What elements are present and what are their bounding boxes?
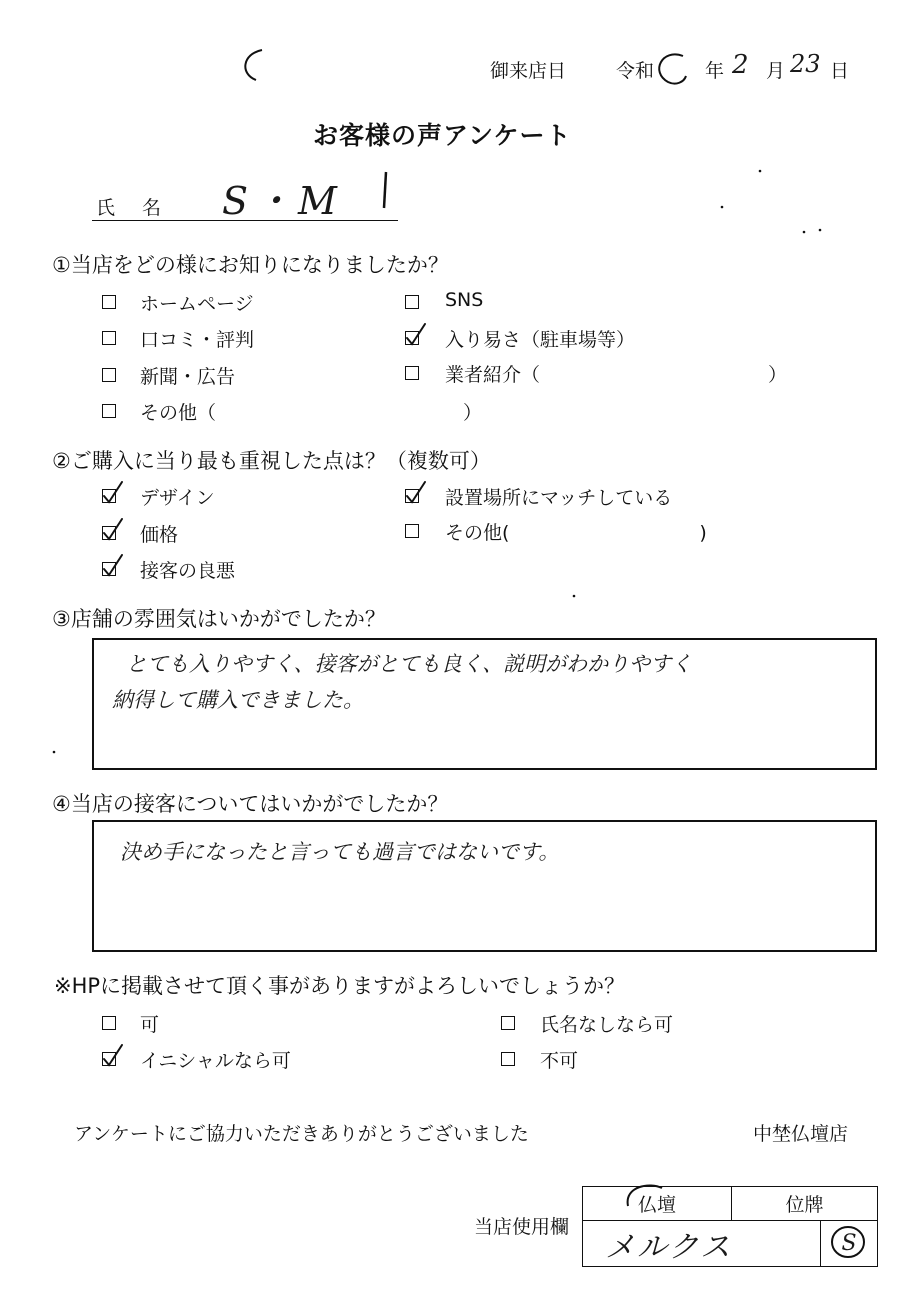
mark-circle (832, 1227, 864, 1257)
q1-option-homepage: ホームページ (140, 293, 254, 315)
hp-option-initials: イニシャルなら可 (140, 1050, 291, 1072)
name-label: 氏 名 (96, 197, 166, 219)
q1-option-referral: 業者紹介（ ） (445, 364, 788, 386)
era-year-circle-mark (659, 54, 686, 83)
q3-question: ③店舗の雰囲気はいかがでしたか？ (52, 607, 386, 631)
store-use-hand-entry: メルクス (605, 1229, 733, 1265)
hp-option-ok: 可 (140, 1014, 160, 1036)
day-value: 23 (790, 50, 821, 78)
page-title: お客様の声アンケート (313, 121, 572, 150)
speck-mark (759, 170, 762, 173)
speck-mark (721, 206, 724, 209)
q2-option-service: 接客の良悪 (140, 560, 236, 582)
store-use-col-altar-label: 仏壇 (637, 1194, 676, 1216)
altar-circle-mark (628, 1185, 662, 1206)
q4-answer-line: 決め手になったと言っても過言ではないです。 (120, 840, 560, 864)
month-value: 2 (732, 50, 749, 80)
hp-question: ※HPに掲載させて頂く事がありますがよろしいでしょうか？ (54, 974, 626, 998)
store-use-col-tablet-label: 位牌 (785, 1194, 824, 1216)
q1-option-sns: SNS (445, 289, 484, 311)
era-label: 令和 (616, 60, 655, 82)
q2-option-price: 価格 (140, 524, 179, 546)
name-value: S・M (222, 179, 343, 223)
q1-option-word-of-mouth: 口コミ・評判 (140, 329, 255, 351)
speck-mark (53, 751, 56, 754)
store-use-hand-mark: S (841, 1231, 857, 1256)
store-use-label: 当店使用欄 (474, 1216, 570, 1238)
year-suffix: 年 (705, 60, 725, 82)
q2-option-other: その他( ) (445, 522, 707, 544)
q3-answer-line: とても入りやすく、接客がとても良く、説明がわかりやすく (126, 652, 693, 676)
month-suffix: 月 (766, 60, 786, 82)
q1-option-newspaper: 新聞・広告 (140, 366, 236, 388)
q1-option-other: その他（ ） (140, 402, 483, 424)
speck-mark (573, 595, 576, 598)
q1-option-easy-entry: 入り易さ（駐車場等） (445, 329, 636, 351)
hp-option-not-ok: 不可 (540, 1050, 579, 1072)
q2-option-design: デザイン (140, 487, 215, 509)
q2-option-placement: 設置場所にマッチしている (445, 487, 673, 509)
visit-date-label: 御来店日 (490, 60, 567, 82)
hp-option-ok-without-name: 氏名なしなら可 (540, 1014, 674, 1036)
q4-question: ④当店の接客についてはいかがでしたか？ (52, 792, 449, 816)
name-end-stroke (384, 172, 386, 208)
q1-question: ①当店をどの様にお知りになりましたか？ (52, 253, 449, 277)
day-suffix: 日 (830, 60, 850, 82)
thanks-message: アンケートにご協力いただきありがとうございました (74, 1123, 529, 1145)
speck-mark (803, 231, 806, 234)
store-name: 中埜仏壇店 (753, 1123, 849, 1145)
speck-mark (819, 229, 822, 232)
q2-question: ②ご購入に当り最も重視した点は？（複数可） (52, 449, 491, 473)
q3-answer-line: 納得して購入できました。 (112, 688, 364, 712)
pen-arc-mark (245, 50, 262, 80)
